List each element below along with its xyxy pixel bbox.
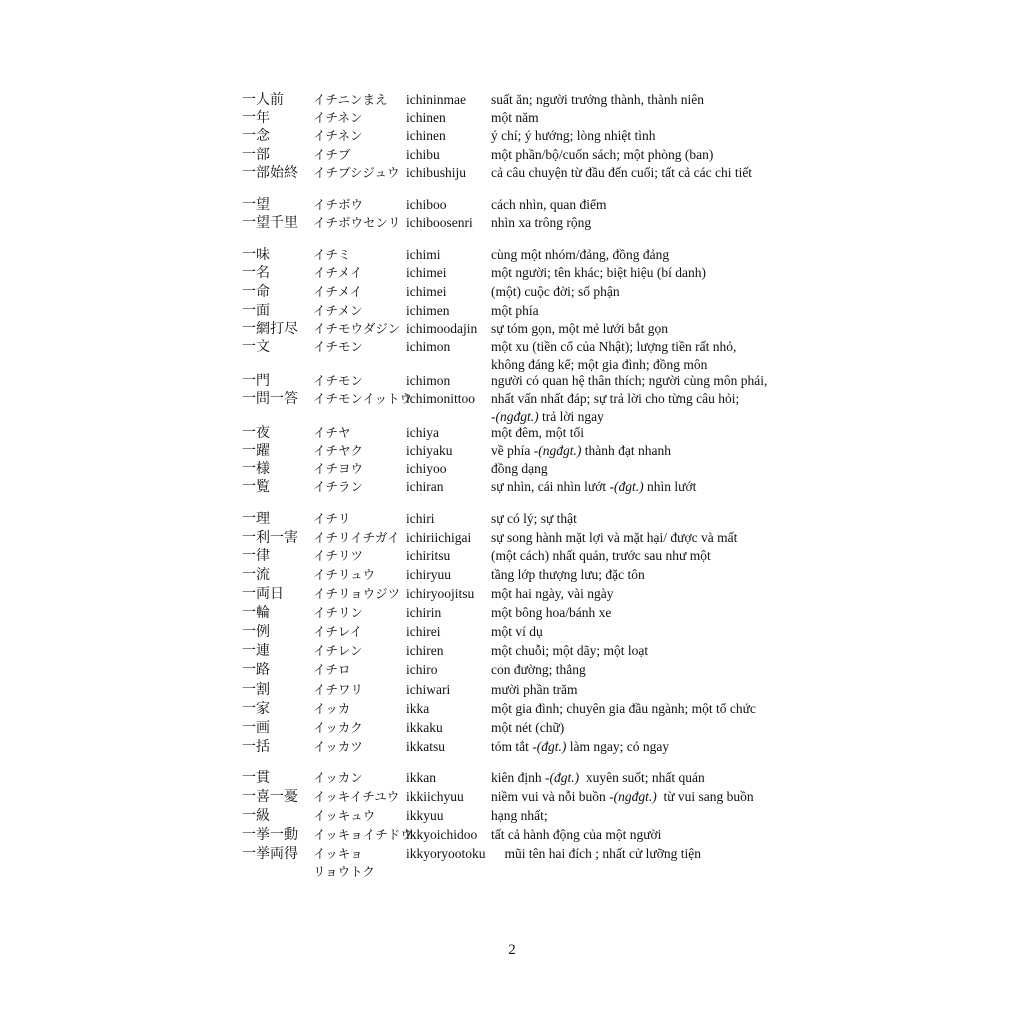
dictionary-entry (0, 788, 1024, 806)
entry-meaning-line: -(ngđgt.) trả lời ngay (491, 409, 604, 424)
entry-meaning-line: tầng lớp thượng lưu; đặc tôn (491, 567, 645, 582)
entry-romaji: ikkatsu (406, 739, 445, 754)
entry-meaning (491, 196, 606, 214)
entry-kana (313, 91, 388, 109)
entry-meaning (491, 264, 706, 282)
entry-meaning-line: một đêm, một tối (491, 425, 584, 440)
entry-kanji: 一問一答 (242, 391, 298, 407)
entry-kana-line: イッキョ (313, 846, 363, 861)
entry-kanji: 一割 (242, 682, 270, 698)
entry-kana-line: イチモン (313, 339, 364, 354)
entry-meaning (491, 424, 584, 442)
entry-kana-line: イッカク (313, 720, 363, 735)
entry-kana-line: イッキョイチドウ (313, 827, 413, 842)
entry-kanji: 一例 (242, 624, 270, 640)
entry-meaning-line: một người; tên khác; biệt hiệu (bí danh) (491, 265, 707, 280)
entry-kana (313, 478, 363, 496)
entry-meaning (491, 826, 661, 844)
entry-kanji: 一輪 (242, 605, 270, 621)
entry-meaning (491, 127, 655, 145)
entry-kanji: 一網打尽 (242, 321, 298, 337)
entry-kana (313, 642, 362, 660)
entry-kana-line: イチヤク (313, 443, 364, 458)
entry-meaning (491, 547, 711, 565)
entry-kana-line: イチリン (313, 605, 364, 620)
entry-romaji: ichimon (406, 339, 451, 354)
dictionary-entry (0, 390, 1024, 424)
dictionary-entry (0, 264, 1024, 282)
entry-meaning (491, 585, 613, 603)
entry-kana (313, 283, 362, 301)
entry-kanji: 一貫 (242, 770, 270, 786)
entry-meaning (491, 109, 539, 127)
entry-meaning (491, 146, 713, 164)
entry-romaji: ikkyuu (406, 808, 444, 823)
entry-meaning-line: cả câu chuyện từ đầu đến cuối; tất cả các chi tiết (491, 165, 753, 180)
entry-kana-line: イチレイ (313, 624, 363, 639)
entry-romaji: ichiyoo (406, 461, 447, 476)
entry-meaning (491, 283, 620, 301)
entry-meaning (491, 681, 577, 699)
dictionary-entry (0, 460, 1024, 478)
entry-kanji: 一夜 (242, 425, 270, 441)
entry-meaning-line: không đáng kể; một gia đình; đồng môn (491, 357, 708, 372)
entry-meaning-line: ý chí; ý hướng; lòng nhiệt tình (491, 128, 656, 143)
entry-kana (313, 164, 399, 182)
entry-kana (313, 585, 400, 603)
entry-meaning-line: suất ăn; người trưởng thành, thành niên (491, 92, 705, 107)
entry-kana (313, 246, 351, 264)
dictionary-entry (0, 700, 1024, 718)
dictionary-entry (0, 719, 1024, 737)
dictionary-entry (0, 661, 1024, 679)
entry-kanji: 一念 (242, 128, 270, 144)
entry-romaji: ichiriichigai (406, 530, 472, 545)
entry-romaji: ichiran (406, 479, 444, 494)
entry-kana (313, 826, 413, 844)
entry-kana (313, 547, 363, 565)
entry-kanji: 一理 (242, 511, 270, 527)
dictionary-entry (0, 246, 1024, 264)
entry-meaning-line: nhìn xa trông rộng (491, 215, 592, 230)
entry-kanji: 一部始終 (242, 165, 298, 181)
entry-meaning (491, 320, 668, 338)
entry-romaji: ichimen (406, 303, 450, 318)
entry-meaning (491, 529, 737, 547)
dictionary-entry (0, 320, 1024, 338)
entry-kanji: 一味 (242, 247, 270, 263)
entry-kanji: 一律 (242, 548, 270, 564)
entry-romaji: ichibushiju (406, 165, 466, 180)
entry-meaning (491, 845, 701, 863)
entry-kana (313, 719, 363, 737)
dictionary-entry (0, 302, 1024, 320)
entry-meaning (491, 246, 669, 264)
entry-kana (313, 807, 375, 825)
dictionary-entry (0, 547, 1024, 565)
entry-romaji: ikkyoryootoku (406, 846, 486, 861)
entry-kana-line: イチワリ (313, 682, 364, 697)
dictionary-entry (0, 510, 1024, 528)
entry-meaning-line: một chuỗi; một dãy; một loạt (491, 643, 649, 658)
entry-meaning (491, 338, 736, 374)
entry-kana (313, 196, 363, 214)
entry-kana (313, 214, 401, 232)
entry-romaji: ichiya (406, 425, 439, 440)
entry-meaning (491, 460, 548, 478)
entry-kana (313, 738, 363, 756)
entry-kana (313, 623, 362, 641)
entry-kanji: 一文 (242, 339, 270, 355)
entry-kana-line: イッカ (313, 701, 351, 716)
entry-meaning-line: người có quan hệ thân thích; người cùng môn phái, (491, 373, 768, 388)
dictionary-entry (0, 424, 1024, 442)
entry-kana-line: イチリョウジツ (313, 586, 401, 601)
entry-romaji: ichiboo (406, 197, 447, 212)
entry-romaji: ichimi (406, 247, 441, 262)
entry-meaning-line: hạng nhất; (491, 808, 548, 823)
entry-kana-line: イチヤ (313, 425, 351, 440)
entry-kana (313, 700, 350, 718)
entry-meaning (491, 214, 591, 232)
entry-kana-line: イチボウセンリ (313, 215, 401, 230)
entry-kana-line: イチロ (313, 662, 351, 677)
entry-kana-line: イチメイ (313, 265, 363, 280)
entry-romaji: ichiren (406, 643, 444, 658)
entry-meaning-line: mười phần trăm (491, 682, 578, 697)
entry-meaning-line: mũi tên hai đích ; nhất cử lưỡng tiện (491, 846, 701, 861)
entry-kana-line: イチミ (313, 247, 351, 262)
entry-meaning (491, 769, 705, 787)
entry-kanji: 一喜一憂 (242, 789, 298, 805)
entry-romaji: ichiritsu (406, 548, 451, 563)
entry-kana (313, 604, 363, 622)
entry-kana (313, 510, 351, 528)
entry-kanji: 一挙両得 (242, 846, 298, 862)
entry-meaning-line: nhất vấn nhất đáp; sự trả lời cho từng câu hỏi; (491, 391, 740, 406)
entry-kanji: 一挙一動 (242, 827, 298, 843)
entry-romaji: ichininmae (406, 92, 466, 107)
entry-romaji: ikkan (406, 770, 436, 785)
entry-kanji: 一望 (242, 197, 270, 213)
entry-kana (313, 109, 363, 127)
entry-meaning (491, 719, 564, 737)
entry-meaning (491, 700, 756, 718)
entry-kana-line: イチメン (313, 303, 363, 318)
entry-romaji: ichiro (406, 662, 438, 677)
entry-meaning-line: về phía -(ngđgt.) thành đạt nhanh (491, 443, 671, 458)
entry-romaji: ichiryoojitsu (406, 586, 475, 601)
entry-kanji: 一躍 (242, 443, 270, 459)
dictionary-entry (0, 164, 1024, 182)
entry-meaning (491, 164, 752, 182)
entry-meaning (491, 623, 543, 641)
entry-meaning (491, 807, 548, 825)
entry-kanji: 一部 (242, 147, 270, 163)
entry-kanji: 一様 (242, 461, 270, 477)
entry-kanji: 一命 (242, 284, 270, 300)
entry-kanji: 一括 (242, 739, 270, 755)
entry-romaji: ikkiichyuu (406, 789, 464, 804)
dictionary-entry (0, 442, 1024, 460)
dictionary-entry (0, 478, 1024, 496)
dictionary-entry (0, 642, 1024, 660)
entry-kana-line: イチリイチガイ (313, 530, 400, 545)
dictionary-entry (0, 826, 1024, 844)
entry-romaji: ichiryuu (406, 567, 451, 582)
entry-meaning-line: sự tóm gọn, một mẻ lưới bắt gọn (491, 321, 669, 336)
entry-kana (313, 442, 363, 460)
entry-meaning-line: một phía (491, 303, 539, 318)
entry-meaning-line: sự nhìn, cái nhìn lướt -(đgt.) nhìn lướt (491, 479, 697, 494)
entry-kana (313, 146, 351, 164)
dictionary-entry (0, 845, 1024, 879)
entry-meaning (491, 478, 696, 496)
entry-kana (313, 845, 375, 881)
entry-kana-line: イチラン (313, 479, 364, 494)
entry-meaning-line: cách nhìn, quan điểm (491, 197, 607, 212)
entry-meaning-line: con đường; thẳng (491, 662, 586, 677)
entry-meaning (491, 510, 577, 528)
entry-kana (313, 320, 400, 338)
entry-kana (313, 788, 399, 806)
entry-kana-line: イッカツ (313, 739, 363, 754)
entry-kana-line: イッカン (313, 770, 363, 785)
entry-kana (313, 460, 363, 478)
dictionary-entry (0, 338, 1024, 372)
entry-romaji: ichimon (406, 373, 451, 388)
page-number: 2 (508, 942, 516, 958)
entry-kana (313, 661, 351, 679)
entry-meaning-line: một bông hoa/bánh xe (491, 605, 612, 620)
dictionary-entry (0, 529, 1024, 547)
dictionary-entry (0, 681, 1024, 699)
entry-kanji: 一門 (242, 373, 270, 389)
entry-kana (313, 264, 362, 282)
entry-romaji: ichiwari (406, 682, 451, 697)
entry-kanji: 一面 (242, 303, 270, 319)
entry-kana-line: イチレン (313, 643, 363, 658)
entry-meaning (491, 390, 739, 426)
entry-meaning-line: kiên định -(đgt.) xuyên suốt; nhất quán (491, 770, 705, 785)
entry-romaji: ichimei (406, 284, 447, 299)
entry-kana-line: イチリ (313, 511, 351, 526)
entry-kanji: 一名 (242, 265, 270, 281)
entry-kanji: 一画 (242, 720, 270, 736)
entry-meaning (491, 442, 671, 460)
entry-meaning-line: một gia đình; chuyên gia đầu ngành; một tổ chức (491, 701, 756, 716)
entry-kana-line: イチモンイットウ (313, 391, 413, 406)
dictionary-entry (0, 623, 1024, 641)
dictionary-entry (0, 738, 1024, 756)
entry-meaning (491, 302, 539, 320)
entry-meaning-line: niềm vui và nỗi buồn -(ngđgt.) từ vui sang buồn (491, 789, 754, 804)
entry-kana-line: イチモン (313, 373, 364, 388)
dictionary-entry (0, 127, 1024, 145)
entry-romaji: ichinen (406, 110, 446, 125)
entry-romaji: ichinen (406, 128, 446, 143)
entry-kanji: 一覧 (242, 479, 270, 495)
entry-kana (313, 127, 363, 145)
entry-meaning-line: tóm tắt -(đgt.) làm ngay; có ngay (491, 739, 670, 754)
dictionary-entry (0, 214, 1024, 232)
dictionary-entry (0, 604, 1024, 622)
entry-kana (313, 566, 375, 584)
entry-meaning-line: đồng dạng (491, 461, 548, 476)
entry-romaji: ichiboosenri (406, 215, 473, 230)
entry-meaning (491, 738, 669, 756)
dictionary-entry (0, 585, 1024, 603)
entry-romaji: ichibu (406, 147, 440, 162)
entry-kanji: 一路 (242, 662, 270, 678)
entry-meaning-line: một hai ngày, vài ngày (491, 586, 614, 601)
entry-kanji: 一流 (242, 567, 270, 583)
entry-kanji: 一人前 (242, 92, 284, 108)
entry-kana-line: イチネン (313, 128, 363, 143)
entry-kana (313, 681, 363, 699)
entry-romaji: ikkaku (406, 720, 443, 735)
entry-kana-line: イチニンまえ (313, 92, 388, 107)
entry-kana (313, 302, 363, 320)
entry-kana-line: イチメイ (313, 284, 363, 299)
entry-kana-line: イチヨウ (313, 461, 364, 476)
entry-meaning-line: (một cách) nhất quán, trước sau như một (491, 548, 711, 563)
dictionary-entry (0, 91, 1024, 109)
entry-kana-line: イチネン (313, 110, 363, 125)
entry-kana (313, 769, 363, 787)
entry-kanji: 一両日 (242, 586, 284, 602)
entry-meaning-line: một ví dụ (491, 624, 543, 639)
entry-meaning (491, 661, 586, 679)
entry-kana-line: イッキュウ (313, 808, 376, 823)
dictionary-entry (0, 196, 1024, 214)
entry-kana-line: イッキイチユウ (313, 789, 400, 804)
entry-kana-line: リョウトク (313, 864, 375, 879)
dictionary-entry (0, 769, 1024, 787)
entry-romaji: ichirei (406, 624, 441, 639)
entry-meaning (491, 642, 648, 660)
entry-meaning-line: sự song hành mặt lợi và mặt hại/ được và mất (491, 530, 738, 545)
entry-meaning (491, 604, 611, 622)
entry-kana-line: イチリュウ (313, 567, 376, 582)
entry-meaning-line: một năm (491, 110, 539, 125)
dictionary-entry (0, 283, 1024, 301)
entry-kana (313, 372, 363, 390)
entry-kana-line: イチボウ (313, 197, 364, 212)
entry-kanji: 一連 (242, 643, 270, 659)
entry-meaning-line: (một) cuộc đời; số phận (491, 284, 620, 299)
entry-romaji: ichimonittoo (406, 391, 475, 406)
dictionary-entry (0, 566, 1024, 584)
entry-meaning (491, 372, 767, 390)
entry-romaji: ichiri (406, 511, 435, 526)
entry-kana (313, 338, 363, 356)
dictionary-entry (0, 372, 1024, 390)
entry-meaning-line: tất cả hành động của một người (491, 827, 662, 842)
entry-kanji: 一級 (242, 808, 270, 824)
dictionary-entry (0, 146, 1024, 164)
entry-meaning-line: một xu (tiền cổ của Nhật); lượng tiền rất nhỏ, (491, 339, 737, 354)
dictionary-entry (0, 807, 1024, 825)
entry-meaning-line: một nét (chữ) (491, 720, 565, 735)
entry-meaning-line: cùng một nhóm/đảng, đồng đảng (491, 247, 670, 262)
entry-kanji: 一利一害 (242, 530, 298, 546)
entry-romaji: ichimoodajin (406, 321, 478, 336)
entry-kana (313, 424, 351, 442)
entry-meaning (491, 91, 704, 109)
entry-romaji: ichiyaku (406, 443, 453, 458)
entry-kanji: 一家 (242, 701, 270, 717)
entry-romaji: ikka (406, 701, 430, 716)
entry-meaning (491, 566, 645, 584)
entry-meaning-line: một phần/bộ/cuốn sách; một phòng (ban) (491, 147, 714, 162)
entry-meaning-line: sự có lý; sự thật (491, 511, 577, 526)
entry-romaji: ichimei (406, 265, 447, 280)
dictionary-entry (0, 109, 1024, 127)
entry-kana-line: イチブ (313, 147, 351, 162)
entry-kanji: 一年 (242, 110, 270, 126)
entry-kana-line: イチリツ (313, 548, 364, 563)
entry-romaji: ichirin (406, 605, 442, 620)
entry-meaning (491, 788, 754, 806)
entry-kana-line: イチブシジュウ (313, 165, 400, 180)
entry-kana (313, 390, 412, 408)
entry-romaji: ikkyoichidoo (406, 827, 478, 842)
entry-kana (313, 529, 400, 547)
entry-kanji: 一望千里 (242, 215, 298, 231)
entry-kana-line: イチモウダジン (313, 321, 401, 336)
